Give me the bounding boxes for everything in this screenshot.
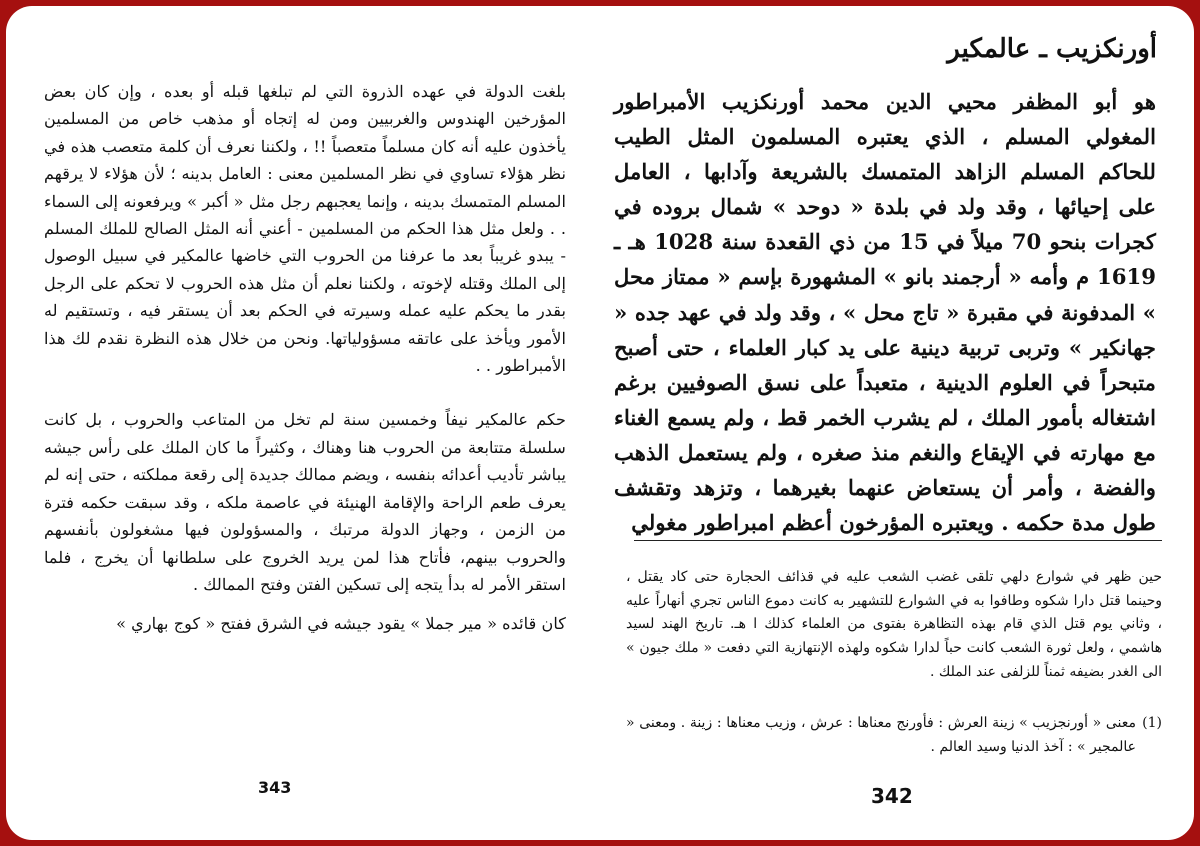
footnote-text: معنى « أورنجزيب » زينة العرش : فأورنج معناها : عرش ، وزيب معناها : زينة . ومعنى « عالمجير » : آخذ الدنيا وسيد العالم . [626, 715, 1136, 755]
left-page [6, 6, 596, 840]
left-paragraph-1: بلغت الدولة في عهده الذروة التي لم تبلغها قبله أو بعده ، وإن كان بعض المؤرخين الهندوس والغربيين ومن له إتجاه أو مذهب خاص من المسلمين يأخذون عليه أنه كان مسلماً متعصباً !! ، ولكننا نعرف أن كلمة متعصب هذه في نظر هؤلاء تساوي في نظر المسلمين معنى : العامل بدينه ؛ لأن هؤلاء لا يرقهم المسلم المتمسك بدينه ، وإنما يعجبهم رجل مثل « أكبر » ويرفعونه إلى السماء . . ولعل مثل هذا الحكم من المسلمين - أعني أنه المثل الصالح للملك المسلم - يبدو غريباً بعد ما عرفنا من الحروب التي خاضها عالمكير في سبيل الوصول إلى الملك وقتله لإخوته ، ولكننا نعلم أن مثل هذه الحروب لا تحكم على الرجل بقدر ما يحكم عليه عمله وسيرته في الحكم بعد أن يستقر فيه ، وتستقيم له الأمور ويأخذ على عاتقه مسؤولياتها. ونحن من خلال هذه النظرة نقدم لك هذا الأمبراطور . . [44, 82, 566, 376]
left-page-body [44, 78, 566, 638]
right-page-number: 342 [871, 784, 913, 808]
right-page [596, 6, 1194, 840]
book-spread [6, 6, 1194, 840]
left-paragraph-2: حكم عالمكير نيفاً وخمسين سنة لم تخل من المتاعب والحروب ، بل كانت سلسلة متتابعة من الحروب هنا وهناك ، وكثيراً ما كان الملك على رأس جيشه يباشر تأديب أعدائه بنفسه ، ويضم ممالك جديدة إلى رقعة مملكته ، حتى إنه لم يعرف طعم الراحة والإقامة الهنيئة في عاصمة ملكه ، وقد سبقت حكمه فترة من الزمن ، وجهاز الدولة مرتبك ، والمسؤولون فيها مشغولون بأنفسهم والحروب بينهم، فأتاح هذا لمن يريد الخروج على سلطانها أن يخرج ، فلما استقر الأمر له بدأ يتجه إلى تسكين الفتن وفتح الممالك . [44, 410, 566, 594]
footnote-divider [634, 540, 1162, 541]
left-paragraph-3: كان قائده « مير جملا » يقود جيشه في الشرق ففتح « كوج بهاري » [116, 614, 566, 634]
footnote-1 [626, 712, 1162, 759]
footnote-marker: (1) [1142, 715, 1162, 731]
chapter-title: أورنكزيب ـ عالمكير [947, 34, 1157, 64]
footnote-continuation: حين ظهر في شوارع دلهي تلقى غضب الشعب عليه في قذائف الحجارة حتى كاد يقتل ، وحينما قتل دارا شكوه وطافوا به في الشوارع للتشهير به كانت دموع الناس تجري أنهاراً عليه ، وثاني يوم قتل الذي قام بهذه التظاهرة بفتوى من العلماء كذلك ا هـ. تاريخ الهند لسيد هاشمي ، ولعل ثورة الشعب كانت حباً لدارا شكوه ولهذه الإنتهازية التي دفعت « ملك جيون » الى الغدر بضيفه ثمناً للزلفى عند الملك . [626, 569, 1162, 680]
right-page-body: هو أبو المظفر محيي الدين محمد أورنكزيب الأمبراطور المغولي المسلم ، الذي يعتبره المسلمون المثل الطيب للحاكم المسلم الزاهد المتمسك بالشريعة وآدابها ، العامل على إحيائها ، وقد ولد في بلدة « دوحد » شمال بروده في كجرات بنحو 70 ميلاً في 15 من ذي القعدة سنة 1028 هـ ـ 1619 م وأمه « أرجمند بانو » المشهورة بإسم « ممتاز محل » المدفونة في مقبرة « تاج محل » ، وقد ولد في عهد جده « جهانكير » وتربى تربية دينية على يد كبار العلماء ، حتى أصبح متبحراً في العلوم الدينية ، متعبداً على نسق الصوفيين برغم اشتغاله بأمور الملك ، لم يشرب الخمر قط ، ولم يسمع الغناء مع مهارته في الإيقاع والنغم منذ صغره ، ولم يستعمل الذهب والفضة ، وأمر أن يستعاض عنهما بغيرهما ، وتزهد وتقشف طول مدة حكمه . ويعتبره المؤرخون أعظم امبراطور مغولي [614, 89, 1157, 536]
left-page-number: 343 [258, 778, 292, 797]
